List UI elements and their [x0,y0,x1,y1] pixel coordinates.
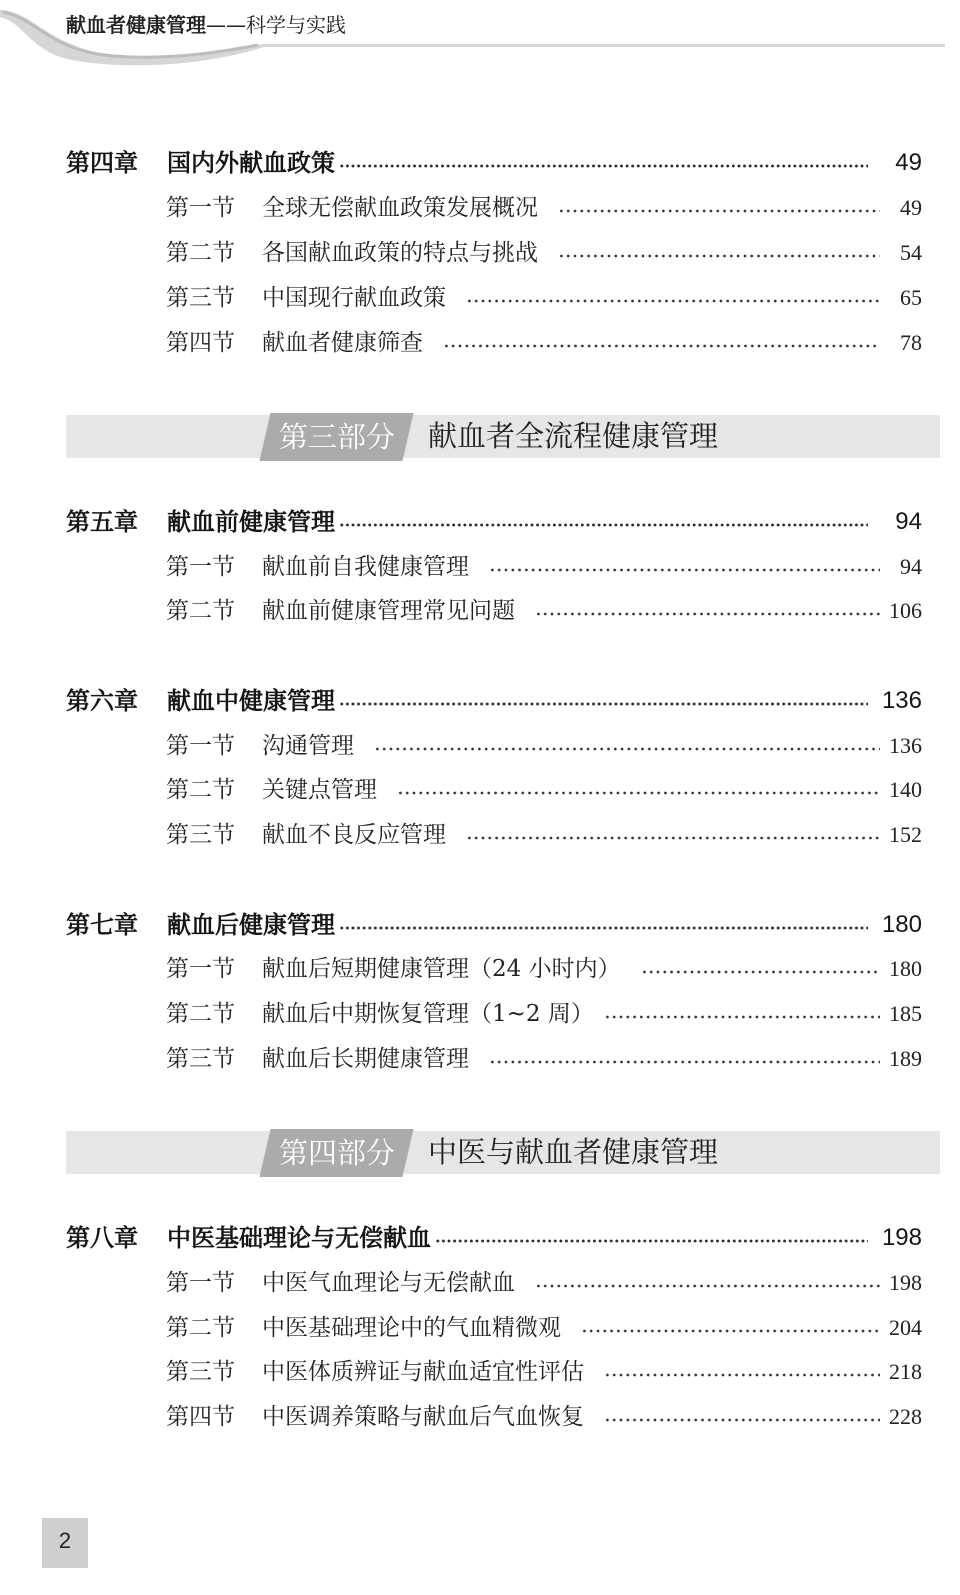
section-entry [166,954,922,984]
section-label: 第一节 [166,733,235,759]
chapter-title: 献血前健康管理 [167,508,335,536]
section-page-number: 152 [889,822,922,847]
dot-leader [339,925,868,931]
dot-leader [604,1372,880,1378]
section-entry [166,820,922,850]
section-title: 献血前健康管理常见问题 [262,598,515,624]
section-label: 第二节 [166,240,235,266]
chapter-page-number: 49 [895,149,922,176]
dot-leader [397,790,880,796]
dot-leader [604,1417,880,1423]
section-title: 献血前自我健康管理 [262,554,469,580]
section-page-number: 218 [889,1359,922,1384]
section-title: 中国现行献血政策 [262,285,446,311]
section-title: 沟通管理 [262,733,354,759]
chapter-entry [66,1223,922,1253]
section-entry [166,1268,922,1298]
section-label: 第一节 [166,554,235,580]
dot-leader [535,1283,880,1289]
section-entry [166,1313,922,1343]
section-title: 中医气血理论与无偿献血 [262,1270,515,1296]
section-page-number: 54 [900,240,922,265]
section-title: 各国献血政策的特点与挑战 [262,240,538,266]
section-page-number: 94 [900,554,922,579]
section-entry [166,775,922,805]
section-page-number: 189 [889,1046,922,1071]
dot-leader [535,611,880,617]
section-page-number: 198 [889,1270,922,1295]
chapter-page-number: 198 [881,1224,922,1251]
section-label: 第一节 [166,195,235,221]
section-page-number: 106 [889,598,922,623]
chapter-page-number: 180 [881,911,922,938]
section-entry [166,1044,922,1074]
running-title-sub: ——科学与实践 [206,13,346,37]
section-entry [166,238,922,268]
chapter-page-number: 94 [895,508,922,535]
section-title: 献血者健康筛查 [262,330,423,356]
section-entry [166,1402,922,1432]
section-entry [166,328,922,358]
section-page-number: 204 [889,1315,922,1340]
dot-leader [489,567,880,573]
chapter-entry [66,148,922,178]
chapter-title: 中医基础理论与无偿献血 [167,1224,431,1252]
section-page-number: 49 [900,195,922,220]
dot-leader [466,835,880,841]
section-page-number: 180 [889,956,922,981]
chapter-entry [66,507,922,537]
running-title-main: 献血者健康管理 [66,13,206,37]
section-page-number: 65 [900,285,922,310]
section-title: 关键点管理 [262,777,377,803]
section-entry [166,283,922,313]
dot-leader [489,1059,880,1065]
section-title: 献血不良反应管理 [262,822,446,848]
section-label: 第二节 [166,1001,235,1027]
chapter-label: 第七章 [66,911,138,939]
section-title: 全球无偿献血政策发展概况 [262,195,538,221]
dot-leader [466,298,880,304]
dot-leader [435,1238,868,1244]
chapter-page-number: 136 [881,687,922,714]
section-page-number: 140 [889,777,922,802]
section-entry [166,1357,922,1387]
section-title: 中医体质辨证与献血适宜性评估 [262,1359,584,1385]
section-page-number: 78 [900,330,922,355]
chapter-title: 国内外献血政策 [167,149,335,177]
chapter-label: 第四章 [66,149,138,177]
chapter-label: 第八章 [66,1224,138,1252]
dot-leader [339,522,868,528]
section-page-number: 185 [889,1001,922,1026]
section-title: 中医基础理论中的气血精微观 [262,1315,561,1341]
dot-leader [339,163,868,169]
section-entry [166,552,922,582]
section-label: 第四节 [166,1404,235,1430]
chapter-entry [66,910,922,940]
section-title: 中医调养策略与献血后气血恢复 [262,1404,584,1430]
section-entry [166,193,922,223]
page-number: 2 [58,1528,72,1553]
dot-leader [641,969,880,975]
section-label: 第二节 [166,598,235,624]
section-label: 第一节 [166,1270,235,1296]
chapter-label: 第六章 [66,687,138,715]
section-label: 第三节 [166,1359,235,1385]
section-label: 第二节 [166,1315,235,1341]
section-title: 献血后短期健康管理（24 小时内） [262,956,621,982]
section-title: 献血后中期恢复管理（1~2 周） [262,1001,594,1027]
part-title: 中医与献血者健康管理 [428,1135,719,1169]
running-title [66,12,346,38]
dot-leader [443,343,880,349]
section-label: 第三节 [166,1046,235,1072]
dot-leader [558,253,880,259]
part-label: 第四部分 [278,1136,395,1170]
section-title: 献血后长期健康管理 [262,1046,469,1072]
section-label: 第一节 [166,956,235,982]
part-label: 第三部分 [278,420,395,454]
dot-leader [374,746,880,752]
dot-leader [604,1014,880,1020]
section-label: 第二节 [166,777,235,803]
chapter-label: 第五章 [66,508,138,536]
page-number-box [42,1518,88,1568]
section-label: 第三节 [166,285,235,311]
section-page-number: 228 [889,1404,922,1429]
section-entry [166,999,922,1029]
dot-leader [339,701,868,707]
section-entry [166,731,922,761]
section-label: 第三节 [166,822,235,848]
section-label: 第四节 [166,330,235,356]
section-entry [166,596,922,626]
part-title: 献血者全流程健康管理 [428,419,719,453]
chapter-entry [66,686,922,716]
chapter-title: 献血中健康管理 [167,687,335,715]
dot-leader [581,1328,880,1334]
section-page-number: 136 [889,733,922,758]
dot-leader [558,208,880,214]
chapter-title: 献血后健康管理 [167,911,335,939]
